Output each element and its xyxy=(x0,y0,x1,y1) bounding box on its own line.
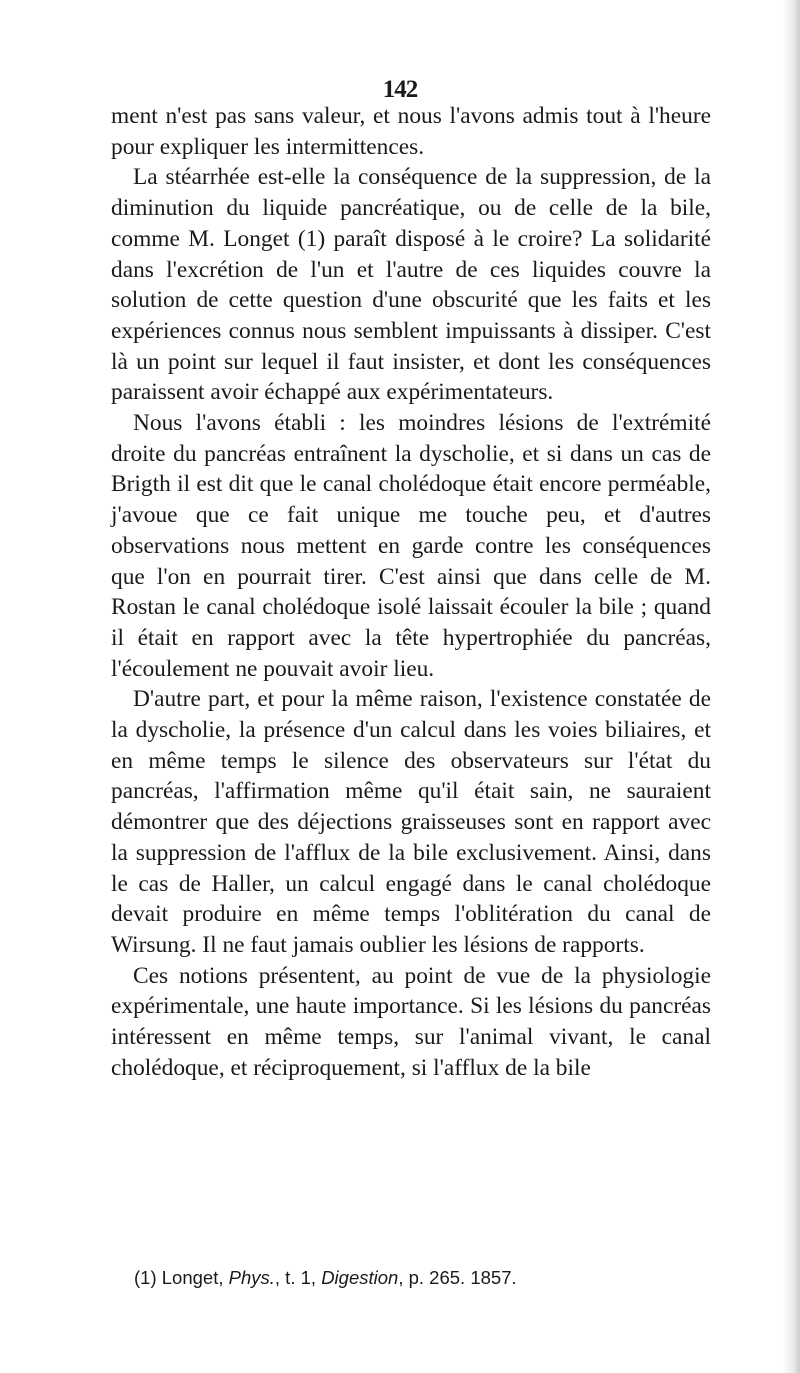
paragraph-3: Nous l'avons établi : les moindres lésions de l'extrémité droite du pancréas entraînent la dyscholie, et si dans un cas de Brigth il est dit que le canal cholédoque était encore perméable, j'avoue que ce fait unique me touche peu, et d'autres observations nous mettent en garde contre les conséquences que l'on en pourrait tirer. C'est ainsi que dans celle de M. Rostan le canal cholédoque isolé laissait écouler la bile ; quand il était en rapport avec la tête hypertrophiée du pancréas, l'écoulement ne pouvait avoir lieu. xyxy=(111,410,711,682)
page-number: 142 xyxy=(382,76,418,103)
paragraph-2: La stéarrhée est-elle la conséquence de la suppression, de la diminution du liquide pancréatique, ou de celle de la bile, comme M. Longet (1) paraît disposé à le croire? La solidarité dans l'excrétion de l'un et l'autre de ces liquides couvre la solution de cette question d'une obscurité que les faits et les expériences connus nous semblent impuissants à dissiper. C'est là un point sur lequel il faut insister, et dont les conséquences paraissent avoir échappé aux expérimentateurs. xyxy=(111,164,711,406)
paragraph-5: Ces notions présentent, au point de vue de la physiologie expérimentale, une haute importance. Si les lésions du pancréas intéressent en même temps, sur l'animal vivant, le canal cholédoque, et réciproquement, si l'afflux de la bile xyxy=(111,962,711,1081)
footnote-volume: , t. 1, xyxy=(274,1267,322,1288)
paragraph-1: ment n'est pas sans valeur, et nous l'avons admis tout à l'heure pour expliquer les intermittences. xyxy=(111,103,711,160)
footnote-section: Digestion xyxy=(321,1267,399,1288)
footnote-suffix: , p. 265. 1857. xyxy=(398,1267,517,1288)
page-edge-shadow xyxy=(782,0,800,1373)
footnote-journal: Phys. xyxy=(228,1267,275,1288)
footnote-prefix: (1) Longet, xyxy=(134,1267,229,1288)
footnote xyxy=(134,1266,714,1290)
body-text xyxy=(111,101,711,1084)
paragraph-4: D'autre part, et pour la même raison, l'existence constatée de la dyscholie, la présence d'un calcul dans les voies biliaires, et en même temps le silence des observateurs sur l'état du pancréas, l'affirmation même qu'il était sain, ne sauraient démontrer que des déjections graisseuses sont en rapport avec la suppression de l'afflux de la bile exclusivement. Ainsi, dans le cas de Haller, un calcul engagé dans le canal cholédoque devait produire en même temps l'oblitération du canal de Wirsung. Il ne faut jamais oublier les lésions de rapports. xyxy=(111,686,711,958)
